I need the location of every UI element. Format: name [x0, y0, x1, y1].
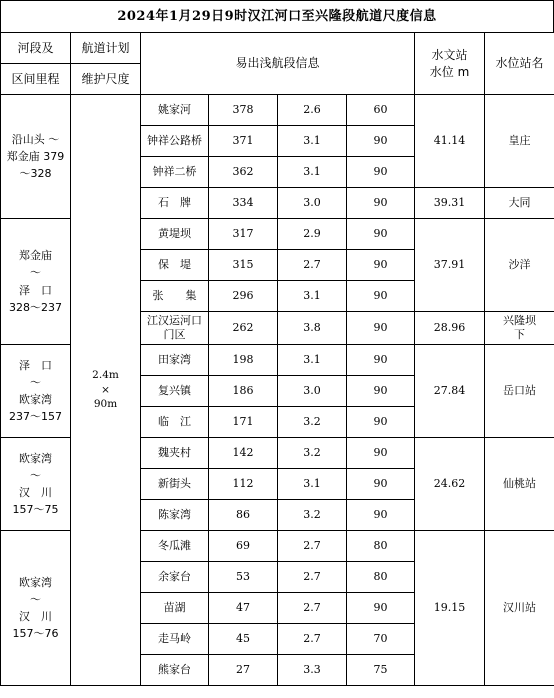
- shoal-width: 90: [347, 407, 415, 438]
- shoal-width: 90: [347, 345, 415, 376]
- shoal-mileage: 296: [209, 281, 278, 312]
- segment-range-line: 欧家湾: [19, 451, 52, 465]
- shoal-width: 80: [347, 531, 415, 562]
- shoal-depth: 2.6: [278, 95, 347, 126]
- shoal-depth: 3.2: [278, 407, 347, 438]
- shoal-mileage: 362: [209, 157, 278, 188]
- shoal-mileage: 86: [209, 500, 278, 531]
- header-water-level-line2: 水位 m: [429, 64, 470, 79]
- segment-range-line: 郑金庙: [19, 249, 52, 263]
- shoal-depth: 3.3: [278, 655, 347, 686]
- shoal-mileage: 69: [209, 531, 278, 562]
- shoal-width: 90: [347, 376, 415, 407]
- shoal-name: 黄堤坝: [141, 219, 209, 250]
- segment-range-line: 郑金庙 379: [6, 149, 65, 163]
- shoal-depth: 2.7: [278, 562, 347, 593]
- shoal-name: 复兴镇: [141, 376, 209, 407]
- shoal-width: 90: [347, 593, 415, 624]
- station-water-level: 28.96: [415, 312, 485, 345]
- shoal-mileage: 371: [209, 126, 278, 157]
- shoal-width: 90: [347, 438, 415, 469]
- shoal-depth: 3.0: [278, 188, 347, 219]
- segment-range-line: ～: [30, 266, 41, 280]
- shoal-width: 90: [347, 126, 415, 157]
- shoal-mileage: 198: [209, 345, 278, 376]
- segment-range-line: 汉 川: [19, 486, 52, 499]
- shoal-name: 陈家湾: [141, 500, 209, 531]
- station-name: 皇庄: [485, 95, 554, 188]
- shoal-name: 张 集: [141, 281, 209, 312]
- segment-range-cell: [1, 95, 71, 219]
- station-water-level: 41.14: [415, 95, 485, 188]
- segment-range-line: 157～76: [12, 627, 59, 641]
- shoal-depth: 3.1: [278, 157, 347, 188]
- shoal-mileage: 27: [209, 655, 278, 686]
- segment-range-line: ～: [30, 468, 41, 482]
- header-station-name: 水位站名: [485, 33, 554, 95]
- shoal-mileage: 186: [209, 376, 278, 407]
- shoal-name: 熊家台: [141, 655, 209, 686]
- shoal-depth: 3.2: [278, 438, 347, 469]
- station-name: 大同: [485, 188, 554, 219]
- maintenance-dimension-line: 2.4m: [92, 368, 119, 381]
- shoal-mileage: 53: [209, 562, 278, 593]
- shoal-depth: 3.1: [278, 281, 347, 312]
- station-water-level: 24.62: [415, 438, 485, 531]
- shoal-width: 90: [347, 188, 415, 219]
- shoal-name: 走马岭: [141, 624, 209, 655]
- table-row: [1, 95, 554, 126]
- shoal-width: 90: [347, 469, 415, 500]
- shoal-mileage: 142: [209, 438, 278, 469]
- segment-range-cell: [1, 438, 71, 531]
- segment-range-cell: [1, 531, 71, 686]
- shoal-name: 姚家河: [141, 95, 209, 126]
- maintenance-dimension-line: 90m: [93, 398, 118, 411]
- shoal-mileage: 171: [209, 407, 278, 438]
- header-water-level-line1: 水文站: [431, 48, 468, 63]
- shoal-name: 田家湾: [141, 345, 209, 376]
- header-maintenance-label: 维护尺度: [71, 64, 141, 95]
- shoal-mileage: 315: [209, 250, 278, 281]
- shoal-depth: 2.7: [278, 531, 347, 562]
- header-mileage-label: 区间里程: [1, 64, 71, 95]
- table-title: 2024年1月29日9时汉江河口至兴隆段航道尺度信息: [0, 0, 554, 32]
- shoal-name: 临 江: [141, 407, 209, 438]
- header-shallow-info: 易出浅航段信息: [141, 33, 415, 95]
- shoal-depth: 3.1: [278, 345, 347, 376]
- shoal-name: 魏夹村: [141, 438, 209, 469]
- shoal-width: 90: [347, 281, 415, 312]
- shoal-mileage: 47: [209, 593, 278, 624]
- station-name: 兴隆坝下: [485, 312, 554, 345]
- shoal-mileage: 378: [209, 95, 278, 126]
- shoal-width: 70: [347, 624, 415, 655]
- shoal-depth: 2.9: [278, 219, 347, 250]
- station-name: 岳口站: [485, 345, 554, 438]
- station-name: 仙桃站: [485, 438, 554, 531]
- maintenance-dimension-cell: [71, 95, 141, 686]
- station-water-level: 39.31: [415, 188, 485, 219]
- shoal-width: 80: [347, 562, 415, 593]
- shoal-depth: 3.0: [278, 376, 347, 407]
- station-water-level: 27.84: [415, 345, 485, 438]
- segment-range-line: 328～237: [9, 300, 62, 314]
- segment-range-line: 泽 口: [19, 283, 52, 297]
- header-plan-label: 航道计划: [71, 33, 141, 64]
- shoal-mileage: 334: [209, 188, 278, 219]
- segment-range-line: 157～75: [12, 503, 59, 517]
- shoal-name: 石 牌: [141, 188, 209, 219]
- shoal-name: 新街头: [141, 469, 209, 500]
- shoal-mileage: 262: [209, 312, 278, 345]
- header-water-level: [415, 33, 485, 95]
- shoal-width: 90: [347, 157, 415, 188]
- segment-range-line: 沿山头 ～: [11, 132, 60, 146]
- segment-range-line: ～328: [19, 167, 52, 181]
- station-name: 沙洋: [485, 219, 554, 312]
- shoal-name: 苗湖: [141, 593, 209, 624]
- shoal-width: 90: [347, 500, 415, 531]
- channel-depth-table: [0, 32, 554, 686]
- shoal-width: 90: [347, 312, 415, 345]
- shoal-mileage: 112: [209, 469, 278, 500]
- segment-range-cell: [1, 345, 71, 438]
- shoal-depth: 2.7: [278, 624, 347, 655]
- shoal-depth: 3.2: [278, 500, 347, 531]
- shoal-mileage: 45: [209, 624, 278, 655]
- shoal-mileage: 317: [209, 219, 278, 250]
- station-water-level: 37.91: [415, 219, 485, 312]
- segment-range-line: 欧家湾: [19, 575, 52, 589]
- segment-range-line: ～: [30, 592, 41, 606]
- station-water-level: 19.15: [415, 531, 485, 686]
- segment-range-line: 237～157: [9, 410, 62, 424]
- shoal-name: 冬瓜滩: [141, 531, 209, 562]
- shoal-depth: 3.1: [278, 126, 347, 157]
- shoal-width: 60: [347, 95, 415, 126]
- shoal-width: 90: [347, 219, 415, 250]
- shoal-depth: 2.7: [278, 250, 347, 281]
- header-segment-label: 河段及: [1, 33, 71, 64]
- table-body: [1, 95, 554, 686]
- maintenance-dimension-line: ×: [101, 383, 110, 396]
- shoal-width: 75: [347, 655, 415, 686]
- segment-range-line: 欧家湾: [19, 393, 52, 406]
- shoal-name: 保 堤: [141, 250, 209, 281]
- shoal-name: 江汉运河口门区: [141, 312, 209, 345]
- shoal-depth: 2.7: [278, 593, 347, 624]
- station-name: 汉川站: [485, 531, 554, 686]
- segment-range-line: 汉 川: [19, 610, 52, 623]
- segment-range-line: ～: [30, 375, 41, 389]
- shoal-name: 余家台: [141, 562, 209, 593]
- shoal-depth: 3.8: [278, 312, 347, 345]
- segment-range-line: 泽 口: [19, 358, 52, 372]
- shoal-width: 90: [347, 250, 415, 281]
- shoal-name: 钟祥公路桥: [141, 126, 209, 157]
- segment-range-cell: [1, 219, 71, 345]
- shoal-name: 钟祥二桥: [141, 157, 209, 188]
- shoal-depth: 3.1: [278, 469, 347, 500]
